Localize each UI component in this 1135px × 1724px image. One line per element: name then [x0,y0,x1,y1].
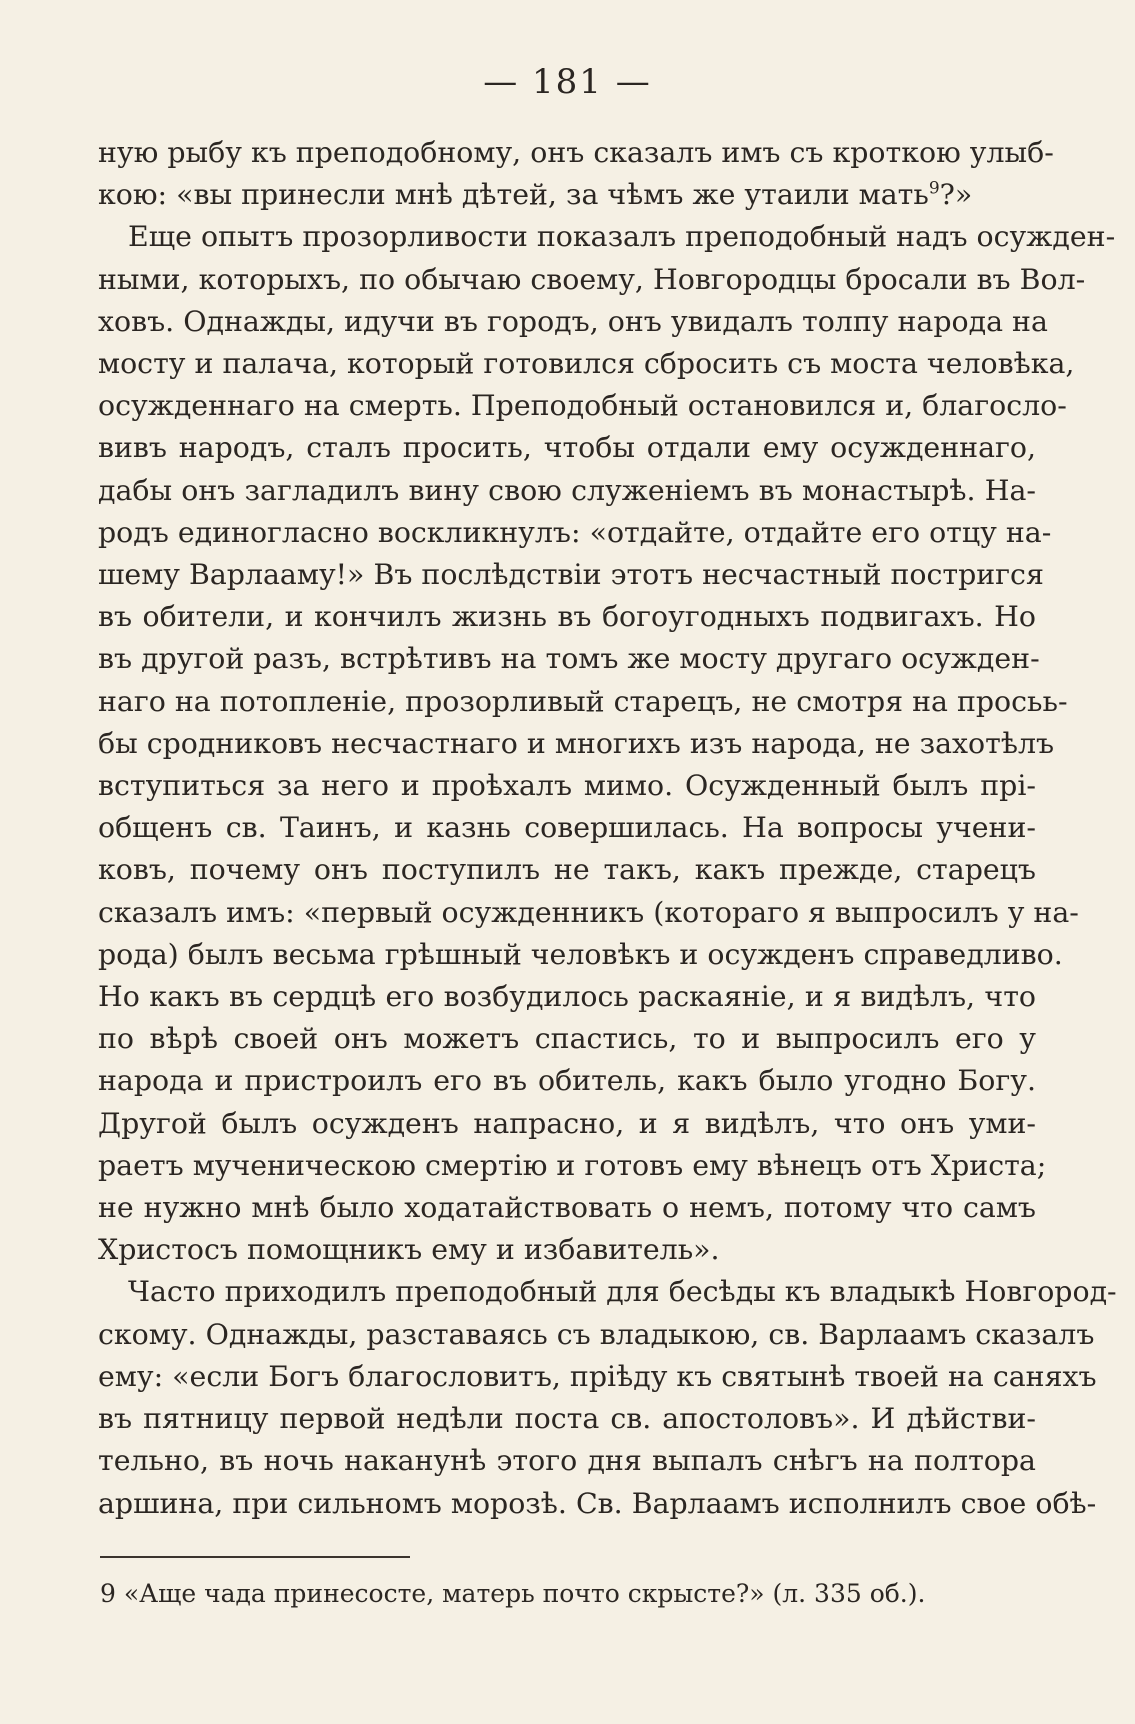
text-line: скому. Однажды, разставаясь съ владыкою, св. Варлаамъ сказалъ [98,1317,1095,1351]
text-line: родъ единогласно воскликнулъ: «отдайте, отдайте его отцу на- [98,515,1052,549]
text-line: шему Варлааму!» Въ послѣдствіи этотъ несчастный постригся [98,558,1044,592]
text-line: общенъ св. Таинъ, и казнь совершилась. На вопросы учени- [98,811,1036,845]
text-line: въ пятницу первой недѣли поста св. апостоловъ». И дѣйстви- [98,1402,1036,1436]
text-line [98,174,1036,216]
text-line: ными, которыхъ, по обычаю своему, Новгородцы бросали въ Вол- [98,262,1086,296]
text-line: Другой былъ осужденъ напрасно, и я видѣлъ, что онъ уми- [98,1106,1036,1140]
text-line: осужденнаго на смерть. Преподобный остановился и, благосло- [98,389,1067,423]
text-line: бы сродниковъ несчастнаго и многихъ изъ народа, не захотѣлъ [98,726,1055,760]
text-line: аршина, при сильномъ морозѣ. Св. Варлаамъ исполнилъ свое обѣ- [98,1486,1097,1520]
text-line: въ другой разъ, встрѣтивъ на томъ же мосту другаго осужден- [98,642,1040,676]
text-line: тельно, въ ночь наканунѣ этого дня выпалъ снѣгъ на полтора [98,1444,1036,1478]
paragraph-start-line: Еще опытъ прозорливости показалъ преподобный надъ осужден- [128,220,1116,254]
page-number-header: — 181 — [483,62,652,102]
text-line: Но какъ въ сердцѣ его возбудилось раскаяніе, и я видѣлъ, что [98,980,1036,1014]
text-line: не нужно мнѣ было ходатайствовать о немъ, потому что самъ [98,1191,1036,1225]
text-line: дабы онъ загладилъ вину свою служеніемъ въ монастырѣ. На- [98,473,1036,507]
text-line-tail: ?» [939,178,973,212]
text-line: ему: «если Богъ благословитъ, пріѣду къ святынѣ твоей на саняхъ [98,1359,1097,1393]
text-line: раетъ мученическою смертію и готовъ ему вѣнецъ отъ Христа; [98,1148,1047,1182]
text-line: по вѣрѣ своей онъ можетъ спастись, то и выпросилъ его у [98,1022,1036,1056]
text-line: ховъ. Однажды, идучи въ городъ, онъ увидалъ толпу народа на [98,304,1048,338]
paragraph-start-line: Часто приходилъ преподобный для бесѣды къ владыкѣ Новгород- [128,1275,1117,1309]
footnote: 9 «Аще чада принесосте, матерь почто скрысте?» (л. 335 об.). [100,1579,926,1608]
text-line: рода) былъ весьма грѣшный человѣкъ и осужденъ справедливо. [98,937,1063,971]
text-line-main: кою: «вы принесли мнѣ дѣтей, за чѣмъ же утаили мать [98,178,929,212]
footnote-divider [100,1556,410,1558]
text-line: наго на потопленіе, прозорливый старецъ, не смотря на просьь- [98,684,1068,718]
text-line: вступиться за него и проѣхалъ мимо. Осужденный былъ прі- [98,769,1036,803]
footnote-reference: 9 [928,178,940,199]
text-line: ковъ, почему онъ поступилъ не такъ, какъ прежде, старецъ [98,853,1036,887]
body-text [98,132,1117,1525]
text-line: Христосъ помощникъ ему и избавитель». [98,1233,720,1267]
text-line: мосту и палача, который готовился сбросить съ моста человѣка, [98,347,1075,381]
text-line: ную рыбу къ преподобному, онъ сказалъ имъ съ кроткою улыб- [98,136,1054,169]
text-line: вивъ народъ, сталъ просить, чтобы отдали ему осужденнаго, [98,431,1036,465]
text-line: въ обители, и кончилъ жизнь въ богоугодныхъ подвигахъ. Но [98,600,1036,634]
text-line: сказалъ имъ: «первый осужденникъ (котораго я выпросилъ у на- [98,895,1079,929]
text-line: народа и пристроилъ его въ обитель, какъ было угодно Богу. [98,1064,1036,1098]
